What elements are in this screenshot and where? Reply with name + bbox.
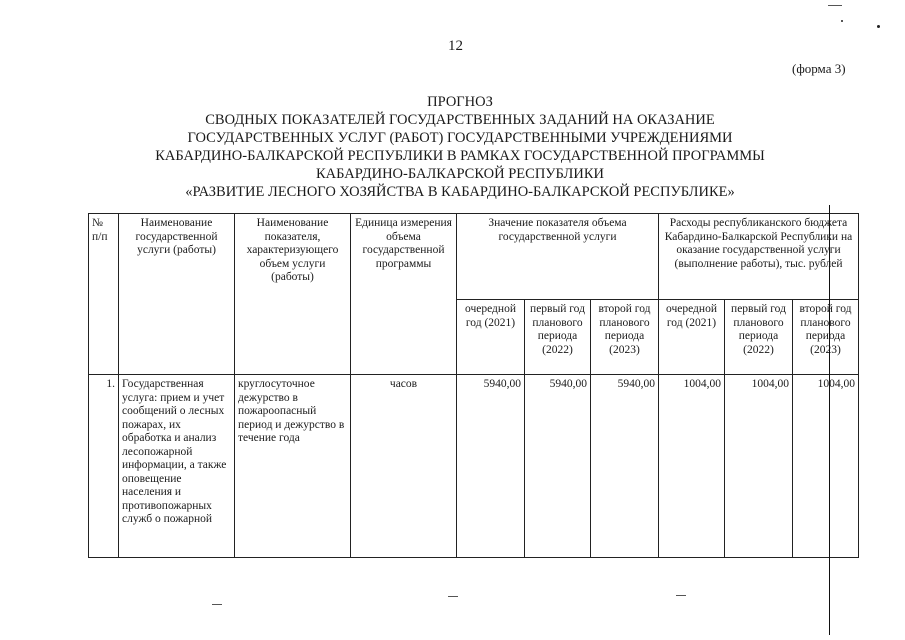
header-num: № п/п [89, 214, 119, 375]
value-cell: 1004,00 [659, 375, 725, 558]
subheader-cell: очередной год (2021) [659, 300, 725, 375]
form-note: (форма 3) [792, 61, 846, 76]
subheader-cell: первый год планового периода (2022) [525, 300, 591, 375]
header-volume-group: Значение показателя объема государственной услуги [457, 214, 659, 300]
header-expense-group: Расходы республиканского бюджета Кабардино-Балкарской Республики на оказание государственной услуги (выполнение работы), тыс. рублей [659, 214, 859, 300]
header-service: Наименование государственной услуги (работы) [119, 214, 235, 375]
scan-dash [212, 604, 222, 605]
subheader-cell: очередной год (2021) [457, 300, 525, 375]
value-cell: 1004,00 [725, 375, 793, 558]
scan-dash [828, 5, 842, 6]
page-number: 12 [448, 38, 463, 54]
title-line: СВОДНЫХ ПОКАЗАТЕЛЕЙ ГОСУДАРСТВЕННЫХ ЗАДАНИЙ НА ОКАЗАНИЕ [205, 112, 715, 128]
title-line: КАБАРДИНО-БАЛКАРСКОЙ РЕСПУБЛИКИ В РАМКАХ ГОСУДАРСТВЕННОЙ ПРОГРАММЫ [155, 148, 765, 164]
title-line: КАБАРДИНО-БАЛКАРСКОЙ РЕСПУБЛИКИ [316, 166, 604, 182]
document-title [90, 93, 830, 201]
header-unit: Единица измерения объема государственной программы [351, 214, 457, 375]
title-line: ГОСУДАРСТВЕННЫХ УСЛУГ (РАБОТ) ГОСУДАРСТВЕННЫМИ УЧРЕЖДЕНИЯМИ [187, 130, 733, 146]
value-cell: 1004,00 [793, 375, 859, 558]
value-cell: 5940,00 [591, 375, 659, 558]
scan-artifact-line [829, 205, 830, 635]
value-cell: 5940,00 [457, 375, 525, 558]
value-cell: 5940,00 [525, 375, 591, 558]
header-row [89, 214, 859, 300]
scan-dash [448, 596, 458, 597]
subheader-cell: второй год планового периода (2023) [591, 300, 659, 375]
row-indicator: круглосуточное дежурство в пожароопасный период и дежурство в течение года [235, 375, 351, 558]
row-service: Государственная услуга: прием и учет сообщений о лесных пожарах, их обработка и анализ лесопожарной информации, а также оповещение населения и противопожарных служб о пожарной [119, 375, 235, 558]
scan-dash [676, 595, 686, 596]
row-unit: часов [351, 375, 457, 558]
subheader-cell: второй год планового периода (2023) [793, 300, 859, 375]
header-indicator: Наименование показателя, характеризующего объем услуги (работы) [235, 214, 351, 375]
title-line: «РАЗВИТИЕ ЛЕСНОГО ХОЗЯЙСТВА В КАБАРДИНО-БАЛКАРСКОЙ РЕСПУБЛИКЕ» [185, 184, 735, 200]
table-row [89, 375, 859, 558]
indicators-table [88, 213, 859, 558]
row-num: 1. [89, 375, 119, 558]
title-line: ПРОГНОЗ [427, 94, 493, 110]
subheader-cell: первый год планового периода (2022) [725, 300, 793, 375]
scan-speck [841, 20, 843, 22]
scan-speck [877, 25, 880, 28]
